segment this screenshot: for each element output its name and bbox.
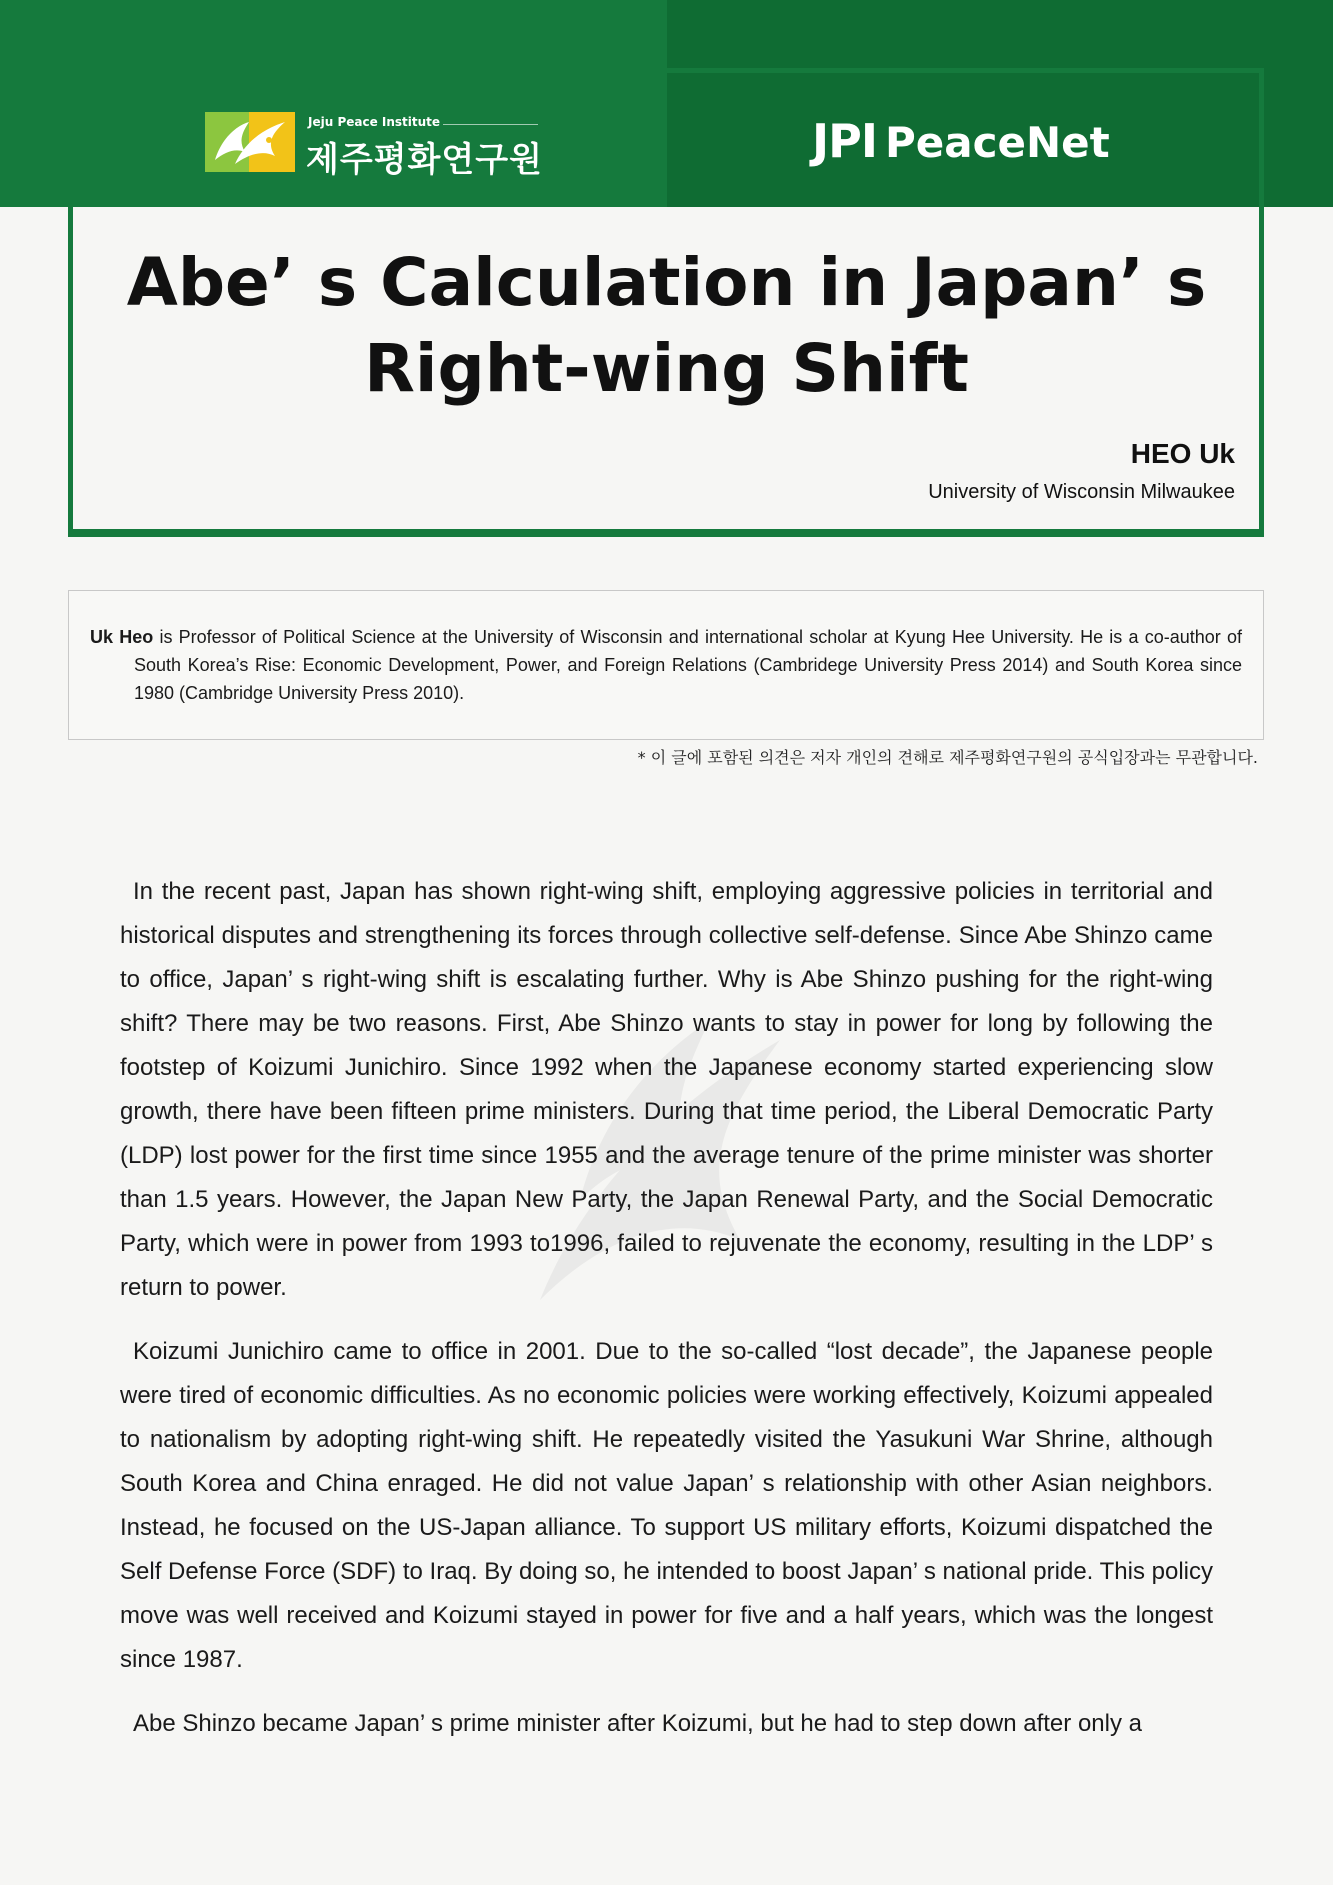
disclaimer-note: * 이 글에 포함된 의견은 저자 개인의 견해로 제주평화연구원의 공식입장과는 무관합니다. bbox=[637, 748, 1258, 767]
paragraph: Abe Shinzo became Japan’ s prime minister after Koizumi, but he had to step down after only a bbox=[133, 1710, 1142, 1737]
article-body bbox=[120, 870, 1213, 1766]
author-affiliation: University of Wisconsin Milwaukee bbox=[928, 481, 1235, 503]
jpi-peacenet-logo bbox=[812, 114, 1122, 174]
bio-name: Uk Heo bbox=[90, 627, 154, 647]
paragraph: In the recent past, Japan has shown right-wing shift, employing aggressive policies in territorial and historical disputes and strengthening its forces through collective self-defense. Since Abe Shinzo came to office, Japan’ s right-wing shift is escalating further. Why is Abe Shinzo pushing for the right-wing shift? There may be two reasons. First, Abe Shinzo wants to stay in power for long by following the footstep of Koizumi Junichiro. Since 1992 when the Japanese economy started experiencing slow growth, there have been fifteen prime ministers. During that time period, the Liberal Democratic Party (LDP) lost power for the first time since 1955 and the average tenure of the prime minister was shorter than 1.5 years. However, the Japan New Party, the Japan Renewal Party, and the Social Democratic Party, which were in power from 1993 to1996, failed to rejuvenate the economy, resulting in the LDP’ s return to power. bbox=[120, 878, 1213, 1301]
logo-korean-name: 제주평화연구원 bbox=[306, 140, 543, 180]
title-line-2: Right-wing Shift bbox=[364, 330, 969, 407]
logo-divider bbox=[443, 124, 538, 125]
title-frame-bottom-rule bbox=[68, 529, 1264, 537]
jeju-peace-institute-logo bbox=[205, 112, 545, 180]
page-title bbox=[100, 240, 1233, 412]
jpi-mark: JPI bbox=[812, 114, 877, 168]
paragraph: Koizumi Junichiro came to office in 2001. Due to the so-called “lost decade”, the Japanese people were tired of economic difficulties. As no economic policies were working effectively, Koizumi appealed to nationalism by adopting right-wing shift. He repeatedly visited the Yasukuni War Shrine, although South Korea and China enraged. He did not value Japan’ s relationship with other Asian neighbors. Instead, he focused on the US-Japan alliance. To support US military efforts, Koizumi dispatched the Self Defense Force (SDF) to Iraq. By doing so, he intended to boost Japan’ s national pride. This policy move was well received and Koizumi stayed in power for five and a half years, which was the longest since 1987. bbox=[120, 1338, 1213, 1673]
author-name: HEO Uk bbox=[1130, 438, 1235, 469]
peacenet-wordmark: PeaceNet bbox=[884, 118, 1110, 167]
title-line-1: Abe’ s Calculation in Japan’ s bbox=[126, 244, 1207, 321]
dove-logo-icon bbox=[205, 112, 295, 172]
author-bio bbox=[90, 623, 1242, 707]
bio-text: is Professor of Political Science at the University of Wisconsin and international scholar at Kyung Hee University. He is a co-author of South Korea’s Rise: Economic Development, Power, and Foreign Relations (Cambridege University Press 2014) and South Korea since 1980 (Cambridge University Press 2010). bbox=[134, 627, 1243, 703]
logo-english-name: Jeju Peace Institute bbox=[308, 115, 441, 129]
